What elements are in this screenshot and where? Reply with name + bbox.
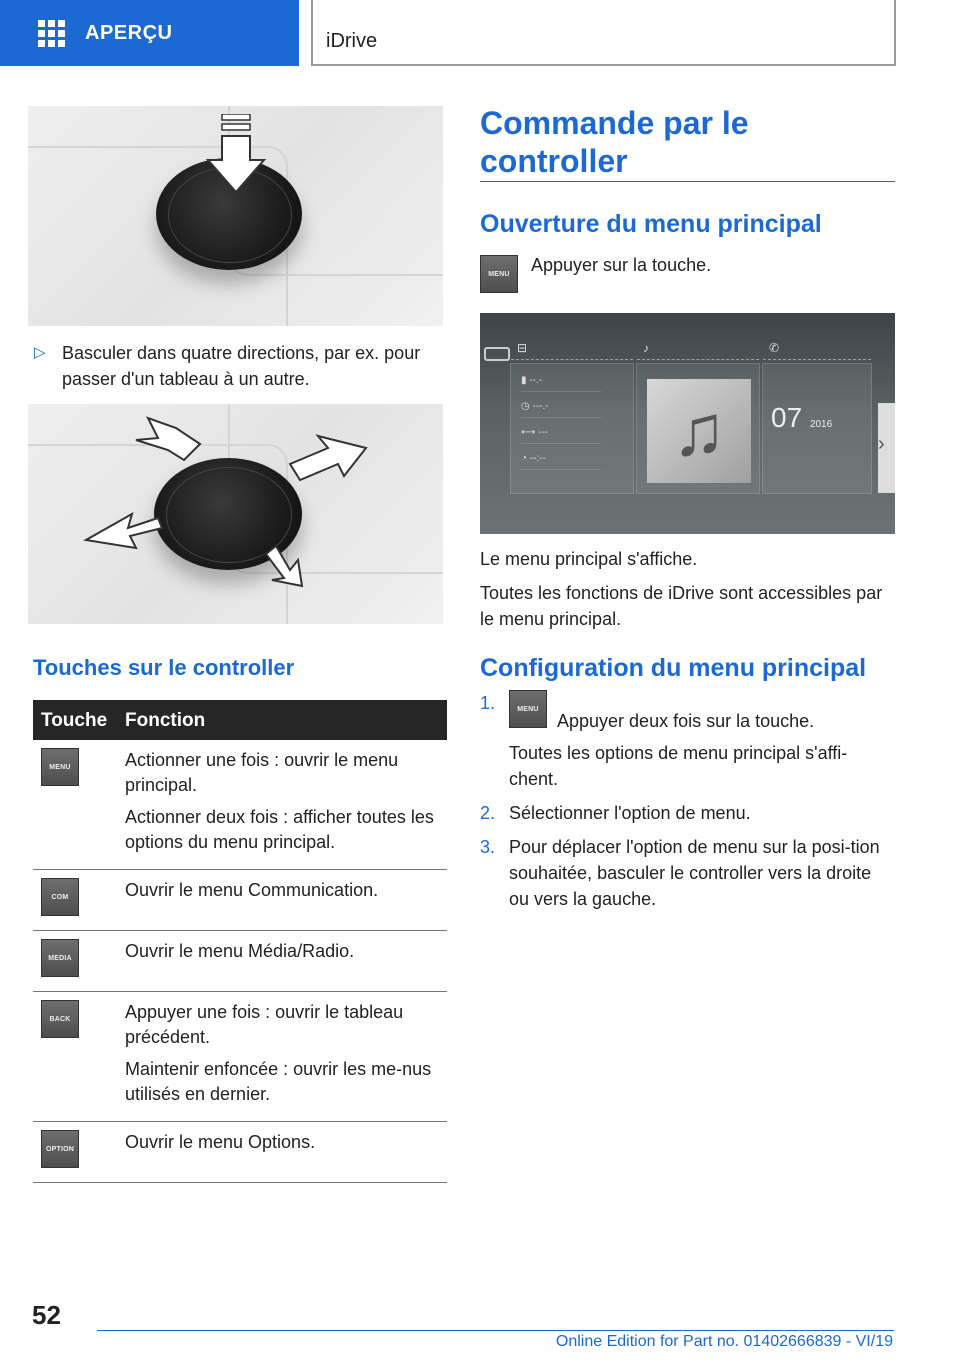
back-key-icon: BACK <box>41 1000 79 1038</box>
open-menu-heading: Ouverture du menu principal <box>480 210 822 238</box>
table-row <box>33 1122 447 1183</box>
menu-key-icon: MENU <box>509 690 547 728</box>
table-row <box>33 931 447 992</box>
title-divider <box>480 181 895 182</box>
column-header-key: Touche <box>33 700 117 740</box>
car-settings-icon <box>484 347 510 361</box>
open-menu-text: Appuyer sur la touche. <box>531 255 712 275</box>
controller-press-image <box>28 106 443 326</box>
chevron-right-icon: › <box>878 433 885 455</box>
media-key-icon: MEDIA <box>41 939 79 977</box>
after-text-1: Le menu principal s'affiche. <box>480 549 698 569</box>
after-text-2: Toutes les fonctions de iDrive sont accessibles par le menu principal. <box>480 583 883 629</box>
list-row: ◷ ---.- <box>521 398 601 418</box>
step-text: Sélectionner l'option de menu. <box>509 803 751 823</box>
table-heading: Touches sur le controller <box>33 655 295 680</box>
function-text: Ouvrir le menu Média/Radio. <box>125 941 355 961</box>
table-row <box>33 992 447 1122</box>
four-direction-arrows-icon <box>28 404 443 624</box>
phone-tab-icon: ✆ <box>763 338 871 360</box>
date-day: 07 <box>771 402 803 433</box>
date-display <box>771 402 832 434</box>
function-text: Actionner deux fois : afficher toutes les options du menu principal. <box>125 807 434 852</box>
music-note-icon: ♫ <box>647 379 751 483</box>
list-item <box>480 800 895 826</box>
triangle-bullet-icon: ▷ <box>34 344 46 361</box>
chapter-title: iDrive <box>311 0 896 66</box>
com-key-icon: COM <box>41 878 79 916</box>
column-header-function: Fonction <box>117 700 447 740</box>
controller-tilt-image <box>28 404 443 624</box>
menu-key-icon: MENU <box>480 255 518 293</box>
list-item <box>480 834 895 912</box>
option-key-icon: OPTION <box>41 1130 79 1168</box>
list-row: ⟷ --- <box>521 424 601 444</box>
music-tab-icon: ♪ <box>637 338 759 360</box>
step-text: Appuyer deux fois sur la touche. <box>557 711 815 731</box>
function-text: Appuyer une fois : ouvrir le tableau précédent. <box>125 1002 404 1047</box>
function-text: Maintenir enfoncée : ouvrir les me‐nus utilisés en dernier. <box>125 1059 432 1104</box>
main-menu-screenshot <box>480 313 895 534</box>
config-heading: Configuration du menu principal <box>480 654 867 682</box>
car-tab-icon: ⊟ <box>511 338 633 360</box>
table-row <box>33 740 447 870</box>
header-section-tab[interactable] <box>0 0 299 66</box>
list-item <box>480 690 895 792</box>
footer-divider <box>97 1330 894 1331</box>
list-row: ▮ --.- <box>521 372 601 392</box>
table-row <box>33 870 447 931</box>
step-number: 2. <box>480 803 496 823</box>
steps-list <box>480 690 895 920</box>
function-text: Actionner une fois : ouvrir le menu principal. <box>125 750 399 795</box>
menu-tile-car <box>510 341 634 494</box>
keys-table <box>33 700 447 1183</box>
section-title: APERÇU <box>85 21 173 44</box>
function-text: Ouvrir le menu Options. <box>125 1132 316 1152</box>
menu-tile-communication <box>762 341 872 494</box>
menu-tile-media <box>636 341 760 494</box>
edition-link[interactable]: Online Edition for Part no. 01402666839 - VI/19 <box>555 1333 893 1350</box>
function-text: Ouvrir le menu Communication. <box>125 880 379 900</box>
down-arrow-icon <box>206 114 266 194</box>
list-row: ◔ --:-- <box>521 450 601 470</box>
date-year: 2016 <box>809 419 833 430</box>
step-number: 1. <box>480 693 496 713</box>
step-text: Pour déplacer l'option de menu sur la posi‐tion souhaitée, basculer le controller vers la droite ou vers la gauche. <box>509 837 880 909</box>
step-subtext: Toutes les options de menu principal s'affi‐chent. <box>509 743 848 789</box>
table-header-row <box>33 700 447 740</box>
grid-icon <box>38 20 65 47</box>
menu-key-icon: MENU <box>41 748 79 786</box>
page-number: 52 <box>32 1300 61 1330</box>
page-title: Commande par le controller <box>480 105 749 179</box>
next-tile-arrow <box>878 403 895 493</box>
bullet-item <box>34 340 444 392</box>
bullet-text: Basculer dans quatre directions, par ex. pour passer d'un tableau à un autre. <box>62 343 421 389</box>
step-number: 3. <box>480 837 496 857</box>
